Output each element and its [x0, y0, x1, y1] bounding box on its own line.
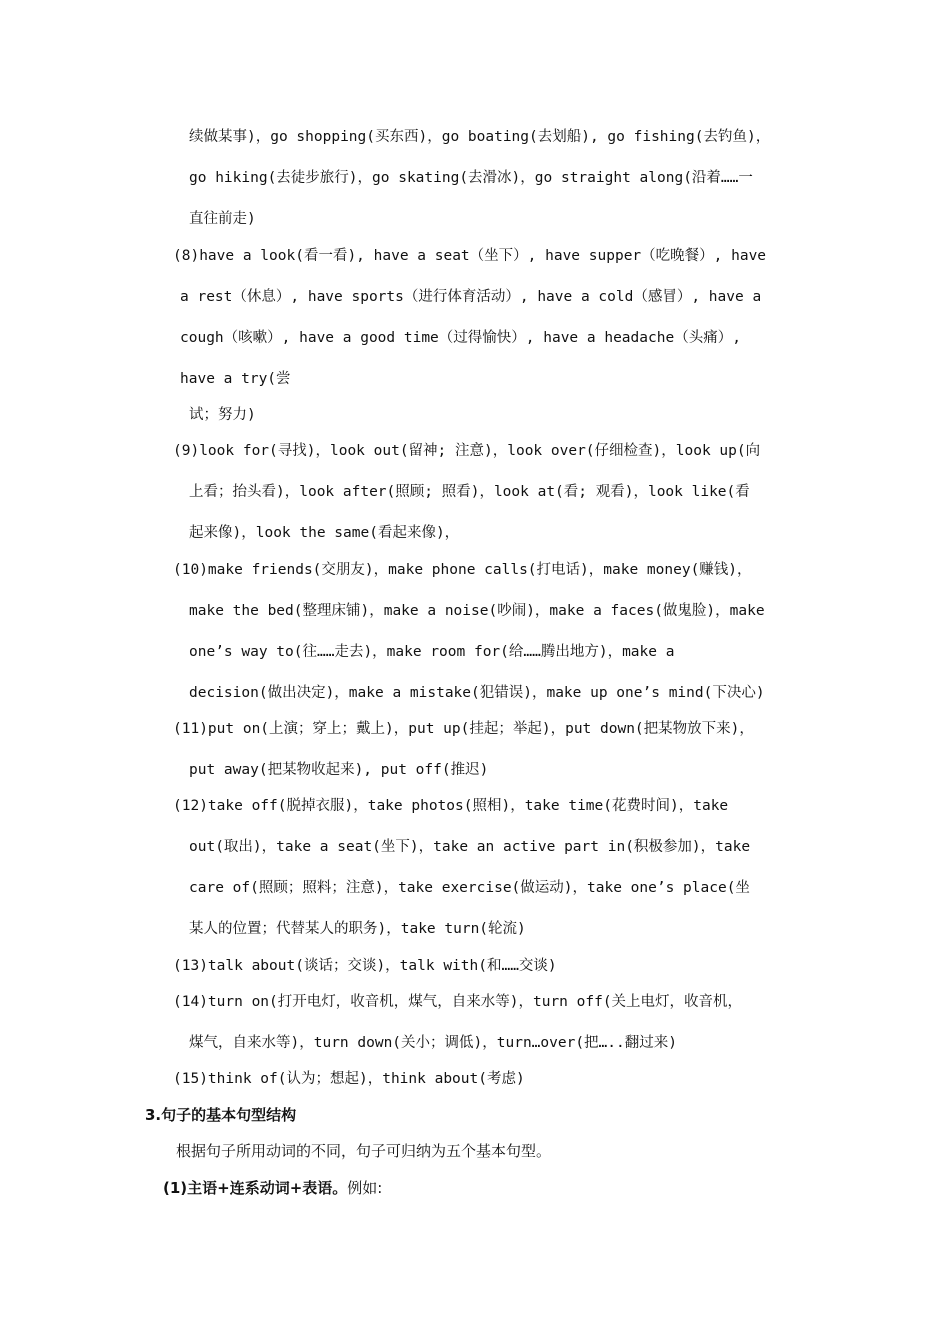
text-line: (10)make friends(交朋友)，make phone calls(打电话)，make money(赚钱)， [173, 562, 752, 578]
text-line: one’s way to(往……走去)，make room for(给……腾出地方)，make a [189, 644, 675, 660]
text-line: have a try(尝 [180, 371, 291, 387]
intro-paragraph: 根据句子所用动词的不同，句子可归纳为五个基本句型。 [176, 1142, 552, 1160]
section-heading: 3.句子的基本句型结构 [145, 1106, 297, 1124]
text-line: 煤气，自来水等)，turn down(关小；调低)，turn…over(把…..翻过来) [189, 1035, 677, 1051]
text-line: (8)have a look(看一看), have a seat（坐下）, have supper（吃晚餐）, have [173, 248, 767, 264]
text-line: decision(做出决定)，make a mistake(犯错误)，make up one’s mind(下决心) [189, 685, 765, 701]
text-line: (9)look for(寻找)，look out(留神; 注意)，look over(仔细检查)，look up(向 [173, 443, 761, 459]
text-line: a rest（休息）, have sports（进行体育活动）, have a cold（感冒）, have a [180, 289, 762, 305]
text-line: out(取出)，take a seat(坐下)，take an active part in(积极参加)，take [189, 839, 751, 855]
text-line: (15)think of(认为；想起)，think about(考虑) [173, 1071, 525, 1087]
pattern-line [163, 1178, 382, 1198]
text-line: 续做某事)，go shopping(买东西)，go boating(去划船), go fishing(去钓鱼)， [189, 129, 771, 145]
text-line: 直往前走) [189, 211, 256, 227]
text-line: go hiking(去徒步旅行)，go skating(去滑冰)，go straight along(沿着……一 [189, 170, 753, 186]
text-line: 试；努力) [189, 407, 256, 423]
text-line: 上看；抬头看)，look after(照顾; 照看)，look at(看; 观看)，look like(看 [189, 484, 750, 500]
text-line: (13)talk about(谈话；交谈)，talk with(和……交谈) [173, 958, 557, 974]
text-line: (11)put on(上演；穿上；戴上)，put up(挂起；举起)，put down(把某物放下来)， [173, 721, 754, 737]
text-line: cough（咳嗽）, have a good time（过得愉快）, have a headache（头痛）, [180, 330, 741, 346]
text-line: (14)turn on(打开电灯，收音机，煤气，自来水等)，turn off(关上电灯，收音机， [173, 994, 743, 1010]
text-line: care of(照顾；照料；注意)，take exercise(做运动)，take one’s place(坐 [189, 880, 750, 896]
text-line: (12)take off(脱掉衣服)，take photos(照相)，take time(花费时间)，take [173, 798, 729, 814]
pattern-bold-text: (1)主语+连系动词+表语。 [163, 1179, 348, 1197]
text-line: 某人的位置；代替某人的职务)，take turn(轮流) [189, 921, 526, 937]
pattern-example-text: 例如: [347, 1179, 383, 1197]
text-line: make the bed(整理床铺)，make a noise(吵闹)，make a faces(做鬼脸)，make [189, 603, 765, 619]
text-line: put away(把某物收起来), put off(推迟) [189, 762, 489, 778]
text-line: 起来像)，look the same(看起来像)， [189, 525, 460, 541]
